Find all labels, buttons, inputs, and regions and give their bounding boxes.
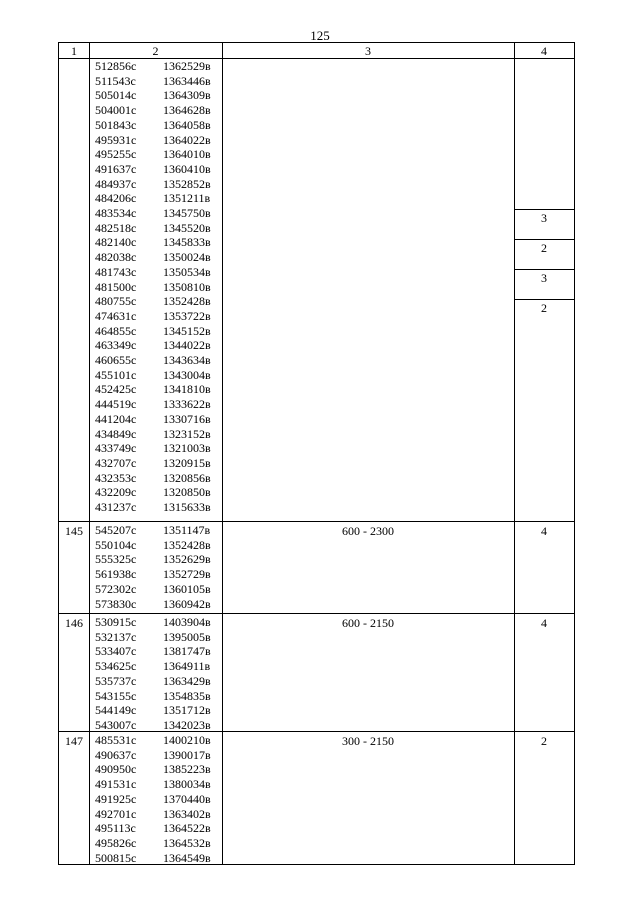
col4-divider <box>514 209 574 210</box>
latitude-value: 452425с <box>95 382 137 397</box>
longitude-value: 1352729в <box>163 567 211 582</box>
col-divider <box>89 43 90 864</box>
row-number: 145 <box>65 524 83 538</box>
latitude-value: 434849с <box>95 426 137 441</box>
latitude-value: 573830с <box>95 596 137 611</box>
longitude-value: 1385223в <box>163 762 211 777</box>
latitude-value: 495931с <box>95 132 137 147</box>
latitude-value: 432209с <box>95 485 137 500</box>
latitude-value: 532137с <box>95 629 137 644</box>
latitude-value: 530915с <box>95 615 137 629</box>
header-col-1: 1 <box>71 44 77 58</box>
longitude-value: 1364010в <box>163 147 211 162</box>
longitude-value: 1362529в <box>163 59 211 73</box>
latitude-value: 483534с <box>95 206 137 220</box>
longitude-value: 1364022в <box>163 132 211 147</box>
latitude-value: 534625с <box>95 659 137 674</box>
longitude-value: 1370440в <box>163 791 211 806</box>
depth-range: 600 - 2150 <box>342 616 394 630</box>
depth-range: 600 - 2300 <box>342 524 394 538</box>
col4-mark: 3 <box>541 271 547 285</box>
page-number: 125 <box>310 28 330 43</box>
latitude-value: 550104с <box>95 537 137 552</box>
latitude-value: 555325с <box>95 552 137 567</box>
latitude-value: 482518с <box>95 220 137 235</box>
longitude-value: 1351712в <box>163 703 211 718</box>
longitude-value: 1344022в <box>163 338 211 353</box>
longitude-value: 1364522в <box>163 821 211 836</box>
latitude-value: 431237с <box>95 500 137 514</box>
latitude-value: 484937с <box>95 176 137 191</box>
col4-divider <box>514 299 574 300</box>
longitude-value: 1350810в <box>163 279 211 294</box>
longitude-value: 1395005в <box>163 629 211 644</box>
longitude-value: 1364309в <box>163 88 211 103</box>
longitude-value: 1330716в <box>163 411 211 426</box>
coordinates-table <box>58 42 575 865</box>
col4-value: 4 <box>541 616 547 630</box>
longitude-value: 1343634в <box>163 353 211 367</box>
row-divider <box>59 521 574 522</box>
latitude-value: 543155с <box>95 688 137 703</box>
latitude-value: 455101с <box>95 367 137 382</box>
col4-mark: 2 <box>541 301 547 315</box>
longitude-value: 1320915в <box>163 455 211 470</box>
header-col-2: 2 <box>152 44 159 58</box>
latitude-value: 495113с <box>95 821 136 836</box>
longitude-value: 1380034в <box>163 777 211 792</box>
longitude-value: 1351211в <box>163 191 211 206</box>
latitude-value: 481743с <box>95 264 137 279</box>
col4-value: 4 <box>541 524 547 538</box>
row-divider <box>59 613 574 614</box>
latitude-value: 444519с <box>95 397 137 412</box>
longitude-value: 1345520в <box>163 220 211 235</box>
longitude-value: 1350534в <box>163 264 211 279</box>
latitude-value: 432353с <box>95 470 137 485</box>
longitude-value: 1381747в <box>163 644 211 659</box>
longitude-value: 1351147в <box>163 523 211 537</box>
longitude-value: 1352428в <box>163 537 211 552</box>
depth-range: 300 - 2150 <box>342 734 394 748</box>
row-number: 146 <box>65 616 83 630</box>
latitude-value: 535737с <box>95 673 137 688</box>
latitude-value: 484206с <box>95 191 137 206</box>
latitude-value: 491925с <box>95 791 137 806</box>
latitude-value: 572302с <box>95 581 137 596</box>
longitude-value: 1354835в <box>163 688 211 703</box>
longitude-value: 1315633в <box>163 500 211 514</box>
latitude-value: 441204с <box>95 411 137 426</box>
col4-value: 2 <box>541 734 547 748</box>
longitude-value: 1345833в <box>163 235 211 250</box>
latitude-value: 490637с <box>95 747 137 762</box>
latitude-value: 492701с <box>95 806 137 821</box>
latitude-value: 491637с <box>95 161 137 176</box>
latitude-value: 500815с <box>95 850 137 865</box>
longitude-value: 1363429в <box>163 673 211 688</box>
longitude-value: 1320856в <box>163 470 211 485</box>
longitude-value: 1363402в <box>163 806 211 821</box>
latitude-value: 504001с <box>95 103 137 118</box>
longitude-value: 1364058в <box>163 117 211 132</box>
longitude-value: 1350024в <box>163 250 211 265</box>
latitude-value: 460655с <box>95 353 137 367</box>
longitude-value: 1321003в <box>163 441 211 456</box>
latitude-value: 495826с <box>95 835 137 850</box>
longitude-value: 1343004в <box>163 367 211 382</box>
longitude-value: 1352428в <box>163 294 211 309</box>
longitude-value: 1352629в <box>163 552 211 567</box>
longitude-value: 1363446в <box>163 73 211 88</box>
latitude-value: 432707с <box>95 455 137 470</box>
longitude-value: 1360410в <box>163 161 211 176</box>
row-number: 147 <box>65 734 83 748</box>
latitude-value: 495255с <box>95 147 137 162</box>
latitude-value: 545207с <box>95 523 137 537</box>
latitude-value: 482038с <box>95 250 137 265</box>
latitude-value: 511543с <box>95 73 136 88</box>
latitude-value: 485531с <box>95 733 137 747</box>
longitude-value: 1341810в <box>163 382 211 397</box>
header-col-3: 3 <box>365 44 371 58</box>
longitude-value: 1364911в <box>163 659 211 674</box>
longitude-value: 1342023в <box>163 717 211 732</box>
longitude-value: 1345750в <box>163 206 211 220</box>
longitude-value: 1345152в <box>163 323 211 338</box>
longitude-value: 1323152в <box>163 426 211 441</box>
latitude-value: 480755с <box>95 294 137 309</box>
latitude-value: 561938с <box>95 567 137 582</box>
latitude-value: 433749с <box>95 441 137 456</box>
latitude-value: 543007с <box>95 717 137 732</box>
latitude-value: 491531с <box>95 777 137 792</box>
col4-mark: 3 <box>541 211 547 225</box>
longitude-value: 1364532в <box>163 835 211 850</box>
longitude-value: 1352852в <box>163 176 211 191</box>
latitude-value: 482140с <box>95 235 137 250</box>
header-col-4: 4 <box>541 44 547 58</box>
longitude-value: 1353722в <box>163 308 211 323</box>
latitude-value: 533407с <box>95 644 137 659</box>
latitude-value: 490950с <box>95 762 137 777</box>
longitude-value: 1364549в <box>163 850 211 865</box>
latitude-value: 464855с <box>95 323 137 338</box>
col4-mark: 2 <box>541 241 547 255</box>
longitude-value: 1360105в <box>163 581 211 596</box>
latitude-value: 544149с <box>95 703 137 718</box>
longitude-value: 1320850в <box>163 485 211 500</box>
latitude-value: 481500с <box>95 279 137 294</box>
latitude-value: 474631с <box>95 308 137 323</box>
longitude-value: 1403904в <box>163 615 211 629</box>
latitude-value: 501843с <box>95 117 137 132</box>
longitude-value: 1333622в <box>163 397 211 412</box>
longitude-value: 1400210в <box>163 733 211 747</box>
col4-divider <box>514 269 574 270</box>
longitude-value: 1390017в <box>163 747 211 762</box>
latitude-value: 505014с <box>95 88 137 103</box>
col4-divider <box>514 239 574 240</box>
longitude-value: 1364628в <box>163 103 211 118</box>
longitude-value: 1360942в <box>163 596 211 611</box>
latitude-value: 463349с <box>95 338 137 353</box>
latitude-value: 512856с <box>95 59 137 73</box>
